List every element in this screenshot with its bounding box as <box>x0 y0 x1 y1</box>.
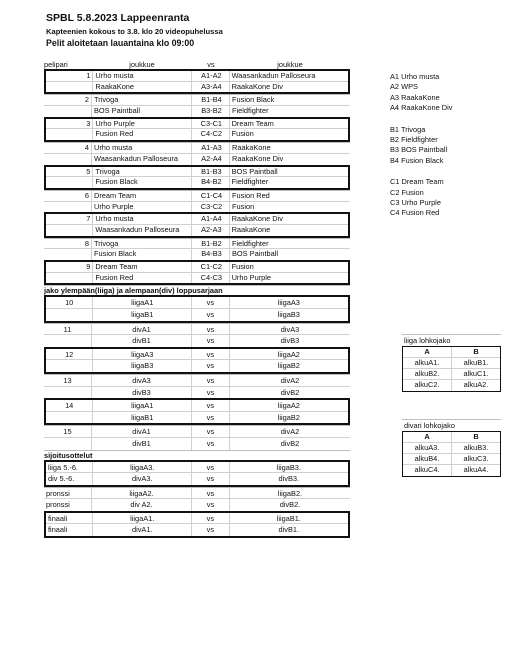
schedule-table <box>44 60 350 538</box>
away-slot: liigaB3. <box>276 462 301 472</box>
lohko-row <box>403 369 500 380</box>
division-pair-14 <box>44 398 350 425</box>
vs-label: vs <box>192 513 230 524</box>
home-slot: divB3 <box>92 387 192 399</box>
pelipari-number <box>44 249 92 260</box>
away-team: RaakaKone <box>232 143 271 153</box>
match-row <box>46 119 348 130</box>
division-row <box>44 438 350 450</box>
match-row <box>46 129 348 140</box>
lohko-cell: alkuB3. <box>463 443 489 452</box>
divari-lohkojako-table <box>402 419 501 477</box>
away-slot: divB3 <box>280 336 300 346</box>
placement-label: pronssi <box>44 499 92 511</box>
match-pair-6 <box>44 190 350 212</box>
pelipari-number: 5 <box>46 167 93 177</box>
match-code: B4-B3 <box>192 249 230 260</box>
match-row <box>46 82 348 93</box>
pelipari-number <box>44 335 92 347</box>
pelipari-number <box>46 273 93 284</box>
pelipari-number: 7 <box>46 214 93 224</box>
match-pair-7 <box>44 212 350 237</box>
liiga-lohkojako-grid <box>402 346 501 392</box>
match-pair-1 <box>44 69 350 94</box>
away-slot: divB2 <box>280 438 300 448</box>
match-code: B4-B2 <box>192 177 230 188</box>
lohko-cell: alkuC1. <box>463 369 489 378</box>
match-pair-9 <box>44 260 350 285</box>
pelipari-number <box>44 438 92 450</box>
pelipari-number: 2 <box>44 95 92 105</box>
pelipari-number: 10 <box>46 297 93 308</box>
legend-item: A2 WPS <box>390 82 418 92</box>
match-row <box>44 249 350 260</box>
vs-label: vs <box>192 426 230 437</box>
match-row <box>44 143 350 154</box>
home-team: Dream Team <box>93 262 192 272</box>
lohko-cell: alkuB4. <box>403 454 452 464</box>
pelipari-number <box>46 412 93 424</box>
pelipari-number: 12 <box>46 349 93 360</box>
away-team: RaakaKone Div <box>232 153 284 163</box>
home-slot: liigaA1 <box>93 400 192 411</box>
lohko-header: B <box>473 432 479 441</box>
home-team: Fusion Black <box>92 249 192 260</box>
placement-label: sijoitusottelut <box>44 450 350 460</box>
match-row <box>44 154 350 165</box>
division-row <box>46 297 348 309</box>
match-row <box>46 225 348 236</box>
match-row <box>46 167 348 178</box>
liiga-lohkojako-title: liiga lohkojako <box>404 336 451 345</box>
home-slot: liigaA1 <box>93 297 192 308</box>
match-code: A3-A4 <box>192 82 230 93</box>
placement-label: finaali <box>46 513 93 524</box>
division-row <box>44 387 350 399</box>
lohko-row <box>403 454 500 465</box>
away-slot: liigaA3 <box>277 298 300 308</box>
header-vs: vs <box>207 60 215 69</box>
match-row <box>44 191 350 202</box>
placement-pair-1 <box>44 487 350 511</box>
legend-item: C2 Fusion <box>390 187 424 197</box>
away-slot: liigaB2 <box>277 361 300 371</box>
away-team: BOS Paintball <box>231 166 278 176</box>
away-team: Fieldfighter <box>232 106 269 116</box>
home-team: Trivoga <box>92 95 192 105</box>
placement-row <box>46 513 348 525</box>
match-code: A2-A4 <box>192 154 230 165</box>
home-slot: liigaB3 <box>93 360 192 372</box>
team-code-legend <box>390 72 500 230</box>
match-code: B3-B2 <box>192 106 230 117</box>
home-slot: liigaA1. <box>93 513 192 524</box>
match-code: C4-C3 <box>192 273 230 284</box>
match-code: B1-B4 <box>192 95 230 105</box>
pelipari-number: 13 <box>44 375 92 386</box>
lohko-cell: alkuB2. <box>403 369 452 379</box>
home-team: Waasankadun Palloseura <box>93 225 192 236</box>
placement-label: liiga 5.-6. <box>46 462 93 473</box>
vs-label: vs <box>192 412 230 424</box>
page-title: SPBL 5.8.2023 Lappeenranta <box>46 12 190 24</box>
vs-label: vs <box>192 360 230 372</box>
away-slot: divA2 <box>280 375 300 385</box>
pelipari-number <box>46 129 93 140</box>
match-code: C1-C4 <box>192 191 230 201</box>
vs-label: vs <box>192 349 230 360</box>
match-row <box>44 202 350 213</box>
lohko-cell: alkuC2. <box>403 380 452 391</box>
pelipari-number: 6 <box>44 191 92 201</box>
match-row <box>44 95 350 106</box>
home-slot: liigaA3 <box>93 349 192 360</box>
lohko-row <box>403 443 500 454</box>
division-row <box>46 309 348 321</box>
home-slot: divA3. <box>93 473 192 485</box>
match-code: C1-C2 <box>192 262 230 272</box>
legend-block <box>390 177 500 219</box>
home-team: Urho musta <box>92 143 192 153</box>
pelipari-number <box>46 225 93 236</box>
away-slot: liigaA2 <box>277 349 300 359</box>
pelipari-number <box>44 154 92 165</box>
legend-item: C3 Urho Purple <box>390 197 441 207</box>
away-team: Dream Team <box>231 118 274 128</box>
meeting-note: Kapteenien kokous to 3.8. klo 20 videopuhelussa <box>46 27 223 36</box>
division-row <box>44 335 350 347</box>
match-pair-8 <box>44 238 350 260</box>
pelipari-number: 8 <box>44 239 92 249</box>
lohko-cell: alkuC3. <box>463 454 489 463</box>
match-pair-5 <box>44 165 350 190</box>
legend-block <box>390 125 500 167</box>
vs-label: vs <box>192 309 230 321</box>
pelipari-number <box>46 177 93 188</box>
legend-item: B3 BOS Paintball <box>390 145 448 155</box>
placement-row <box>44 488 350 500</box>
liiga-lohkojako-table <box>402 334 501 392</box>
home-slot: divB1 <box>92 438 192 450</box>
match-code: C3-C2 <box>192 202 230 213</box>
vs-label: vs <box>192 438 230 450</box>
legend-item: B4 Fusion Black <box>390 155 444 165</box>
match-pair-2 <box>44 94 350 116</box>
legend-item: A3 RaakaKone <box>390 92 440 102</box>
home-team: BOS Paintball <box>92 106 192 117</box>
pelipari-number <box>46 360 93 372</box>
match-code: A2-A3 <box>192 225 230 236</box>
lohko-header-row <box>403 347 500 358</box>
placement-row <box>46 462 348 474</box>
lohko-header: A <box>403 347 452 357</box>
vs-label: vs <box>192 499 230 511</box>
vs-label: vs <box>192 400 230 411</box>
home-slot: liigaB1 <box>93 309 192 321</box>
pelipari-number: 9 <box>46 262 93 272</box>
document-header <box>46 12 223 49</box>
home-slot: divA1 <box>92 324 192 335</box>
division-pair-15 <box>44 425 350 449</box>
pelipari-number: 3 <box>46 119 93 129</box>
away-slot: liigaA2 <box>277 401 300 411</box>
away-team: Fieldfighter <box>232 238 269 248</box>
home-team: RaakaKone <box>93 82 192 93</box>
lohko-cell: alkuA3. <box>403 443 452 453</box>
division-row <box>46 349 348 361</box>
home-slot: div A2. <box>92 499 192 511</box>
away-team: Fusion <box>231 262 254 271</box>
match-row <box>46 177 348 188</box>
away-slot: divB2. <box>279 500 301 510</box>
division-label: jako ylempään(liiga) ja alempaan(div) loppusarjaan <box>44 285 350 295</box>
division-rounds <box>44 295 350 449</box>
away-slot: divB2 <box>280 387 300 397</box>
match-row <box>46 262 348 273</box>
away-slot: liigaB1. <box>276 513 301 523</box>
division-pair-10 <box>44 295 350 322</box>
away-slot: liigaB2. <box>277 488 303 498</box>
vs-label: vs <box>192 462 230 473</box>
lohko-header: A <box>403 432 452 442</box>
away-team: BOS Paintball <box>232 249 279 259</box>
home-team: Urho musta <box>93 71 192 81</box>
away-team: Fusion <box>231 129 254 139</box>
legend-block <box>390 72 500 114</box>
pelipari-number <box>44 106 92 117</box>
legend-item: B1 Trivoga <box>390 124 426 134</box>
lohko-cell: alkuC4. <box>403 465 452 476</box>
pelipari-number: 4 <box>44 143 92 153</box>
away-team: RaakaKone Div <box>231 81 283 91</box>
start-time-note: Pelit aloitetaan lauantaina klo 09:00 <box>46 38 195 48</box>
match-pair-3 <box>44 117 350 142</box>
lohko-header-row <box>403 432 500 443</box>
header-team2: joukkue <box>277 60 303 69</box>
pelipari-number <box>44 387 92 399</box>
legend-item: B2 Fieldfighter <box>390 134 438 144</box>
placement-rounds <box>44 460 350 539</box>
vs-label: vs <box>192 375 230 386</box>
placement-row <box>44 499 350 511</box>
divari-lohkojako-title: divari lohkojako <box>404 421 455 430</box>
placement-label: finaali <box>46 524 93 536</box>
legend-item: A4 RaakaKone Div <box>390 103 453 113</box>
home-team: Urho Purple <box>92 202 192 213</box>
vs-label: vs <box>192 488 230 499</box>
header-pelipari: pelipari <box>44 60 68 69</box>
match-code: C4-C2 <box>192 129 230 140</box>
pelipari-number: 14 <box>46 400 93 411</box>
division-row <box>44 426 350 438</box>
away-team: Fusion <box>232 201 255 211</box>
division-row <box>46 360 348 372</box>
home-slot: divA3 <box>92 375 192 386</box>
lohko-cell: alkuA2. <box>463 380 489 389</box>
away-slot: liigaB2 <box>277 412 300 422</box>
lohko-header: B <box>473 347 479 356</box>
placement-label: pronssi <box>44 488 92 499</box>
vs-label: vs <box>192 524 230 536</box>
placement-row <box>46 473 348 485</box>
placement-label: div 5.-6. <box>46 473 93 485</box>
match-code: A1-A4 <box>192 214 230 224</box>
away-team: Fusion Black <box>232 95 275 105</box>
lohko-row <box>403 380 500 391</box>
pelipari-number: 1 <box>46 71 93 81</box>
division-row <box>46 412 348 424</box>
placement-pair-2 <box>44 511 350 538</box>
legend-item: C1 Dream Team <box>390 177 444 187</box>
away-team: Fusion Red <box>232 190 270 200</box>
home-team: Trivoga <box>93 167 192 177</box>
home-slot: divA1. <box>93 524 192 536</box>
divari-lohkojako-grid <box>402 431 501 477</box>
vs-label: vs <box>192 297 230 308</box>
home-team: Urho musta <box>93 214 192 224</box>
match-code: C3-C1 <box>192 119 230 129</box>
division-row <box>44 375 350 387</box>
vs-label: vs <box>192 335 230 347</box>
match-row <box>46 214 348 225</box>
lohko-cell: alkuA1. <box>403 358 452 368</box>
away-team: RaakaKone <box>231 224 271 234</box>
home-slot: divA1 <box>92 426 192 437</box>
pelipari-number <box>44 202 92 213</box>
match-row <box>44 106 350 117</box>
home-team: Fusion Red <box>93 129 192 140</box>
pelipari-number <box>46 309 93 321</box>
home-team: Dream Team <box>92 191 192 201</box>
home-slot: liigaA3. <box>93 462 192 473</box>
division-pair-11 <box>44 323 350 347</box>
match-code: A1-A3 <box>192 143 230 153</box>
legend-item: A1 Urho musta <box>390 72 440 81</box>
away-slot: divB3. <box>278 474 300 484</box>
away-slot: divA2 <box>280 427 300 437</box>
legend-item: C4 Fusion Red <box>390 208 440 218</box>
away-slot: divA3 <box>280 324 300 334</box>
home-team: Waasankadun Palloseura <box>92 154 192 165</box>
away-team: Waasankadun Palloseura <box>231 71 316 80</box>
division-row <box>46 400 348 412</box>
away-team: Urho Purple <box>231 272 272 282</box>
home-slot: liigaB1 <box>93 412 192 424</box>
column-header-row <box>44 60 350 69</box>
away-team: Fieldfighter <box>231 177 269 187</box>
lohko-row <box>403 465 500 476</box>
match-pair-4 <box>44 142 350 164</box>
home-slot: divB1 <box>92 335 192 347</box>
division-pair-13 <box>44 374 350 398</box>
home-slot: liigaA2. <box>92 488 192 499</box>
match-code: A1-A2 <box>192 71 230 81</box>
home-team: Fusion Red <box>93 273 192 284</box>
away-slot: divB1. <box>278 525 300 535</box>
away-slot: liigaB3 <box>277 309 300 319</box>
vs-label: vs <box>192 387 230 399</box>
match-code: B1-B2 <box>192 239 230 249</box>
vs-label: vs <box>192 324 230 335</box>
group-stage-rounds <box>44 69 350 285</box>
header-team1: joukkue <box>129 60 155 69</box>
away-team: RaakaKone Div <box>231 214 283 224</box>
pelipari-number: 11 <box>44 324 92 335</box>
placement-pair-0 <box>44 460 350 487</box>
placement-row <box>46 524 348 536</box>
home-team: Trivoga <box>92 239 192 249</box>
match-row <box>46 273 348 284</box>
lohko-row <box>403 358 500 369</box>
lohko-cell: alkuA4. <box>463 465 489 474</box>
match-code: B1-B3 <box>192 167 230 177</box>
match-row <box>44 239 350 250</box>
division-row <box>44 324 350 336</box>
match-row <box>46 71 348 82</box>
home-team: Fusion Black <box>93 177 192 188</box>
division-pair-12 <box>44 347 350 374</box>
lohko-cell: alkuB1. <box>463 358 489 367</box>
vs-label: vs <box>192 473 230 485</box>
pelipari-number <box>46 82 93 93</box>
home-team: Urho Purple <box>93 119 192 129</box>
pelipari-number: 15 <box>44 426 92 437</box>
